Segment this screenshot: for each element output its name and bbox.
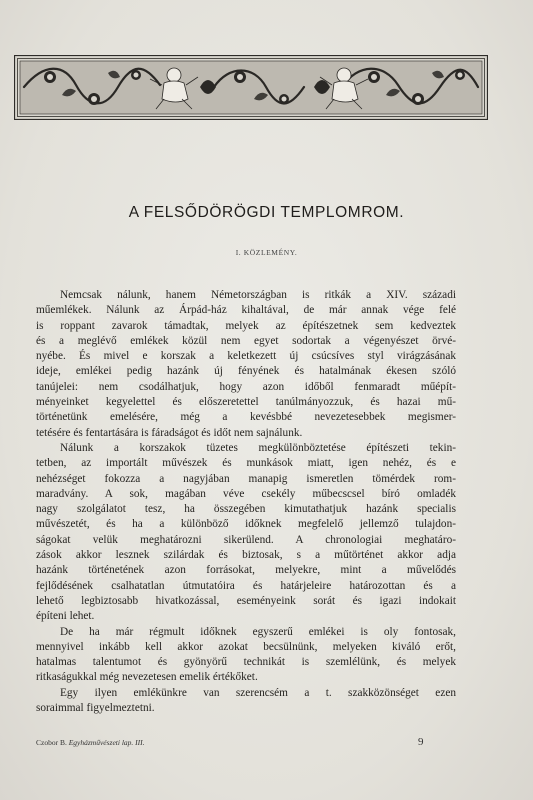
text-line: és a meglévő emlékek közül nem egyet sodortak a végenyészet örvé-: [36, 334, 456, 347]
text-line: Nemcsak nálunk, hanem Németországban is ritkák a XIV. századi: [60, 289, 456, 301]
text-line: műemlékek. Nálunk az Árpád-ház kihaltával, de már annak vége felé: [36, 304, 456, 317]
text-line: ideje, emlékei pedig hazánk új fényének és hatalmának ékesen szóló: [36, 365, 456, 378]
text-line: nyébe. És mivel e korszak a keletkezett új csúcsíves styl virágzásának: [36, 350, 456, 363]
text-line: lehető legbiztosabb hivatkozással, eseményeink sorát és igazi indokait: [36, 594, 456, 607]
article-body: [36, 288, 456, 716]
text-line: tetben, az importált művészek és munkások miatt, igen nehéz, és e: [36, 457, 456, 470]
text-line: építeni lehet.: [36, 610, 95, 623]
text-line: is roppant zavarok támadtak, melyek az építészetnek sem kedveztek: [36, 319, 456, 332]
ornamental-frieze: [14, 55, 488, 120]
paragraph: [36, 441, 456, 625]
footer-publication: Egyházművészeti lap. III.: [68, 738, 145, 747]
paragraph: [36, 625, 456, 686]
text-line: soraimmal figyelmeztetni.: [36, 702, 155, 715]
text-line: ritkaságukkal még nevezetesen emelik értékőket.: [36, 671, 258, 684]
text-line: zások akkor lesznek szilárdak és biztosak, s a műtörténet akkor adja: [36, 549, 456, 562]
text-line: fejlődésének csalhatatlan útmutatóira és határjeleire határozottan és a: [36, 579, 456, 592]
text-line: De ha már régmult időknek egyszerű emlékei is oly fontosak,: [60, 625, 456, 638]
text-line: művészetét, és ha a különböző időknek megfelelő jellemző tulajdon-: [36, 518, 456, 531]
text-line: hatalmas talentumot és gyönyörű technikát is szemlélünk, és melyek: [36, 656, 456, 669]
page-number: 9: [418, 736, 424, 748]
text-line: Nálunk a korszakok tüzetes megkülönböztetése építészeti tekin-: [60, 441, 456, 454]
text-line: tanújelei: nem csodálhatjuk, hogy azon időből fenmaradt műépít-: [36, 380, 456, 393]
text-line: nehézséget fokozza a nagyjában manapig ismeretlen tömérdek rom-: [36, 472, 456, 485]
text-line: mennyivel inkább kell akkor azokat becsülnünk, melyeken kiváló erőt,: [36, 640, 456, 653]
article-part-label: I. KÖZLEMÉNY.: [235, 248, 298, 257]
text-line: hazánk történetének azon forrásokat, melyekre, mint a művelődés: [36, 564, 456, 577]
text-line: ságokat velük meghatározni sikerülend. A chronologiai meghatáro-: [36, 533, 456, 546]
text-line: tetésére és fentartására is fáradságot és időt nem sajnálunk.: [36, 426, 303, 439]
text-line: ményeinket kegyelettel és előszeretettel tanúlmányozzuk, és hazai mű-: [36, 396, 456, 409]
footer-author: Czobor B.: [36, 738, 67, 747]
footer-signature: [36, 738, 145, 747]
text-line: történetünk emelésére, még a kevésbbé nevezetesebbek megismer-: [36, 411, 456, 424]
text-line: nagy szolgálatot tesz, ha összegében kimutathatjuk hazánk specialis: [36, 503, 456, 516]
paragraph: [36, 686, 456, 717]
article-title: A FELSŐDÖRÖGDI TEMPLOMROM.: [128, 204, 405, 221]
paragraph: [36, 288, 456, 441]
text-line: maradvány. A sok, magában véve csekély műbecscsel bíró omladék: [36, 487, 456, 500]
text-line: Egy ilyen emlékünkre van szerencsém a t. szakközönséget ezen: [60, 686, 456, 699]
